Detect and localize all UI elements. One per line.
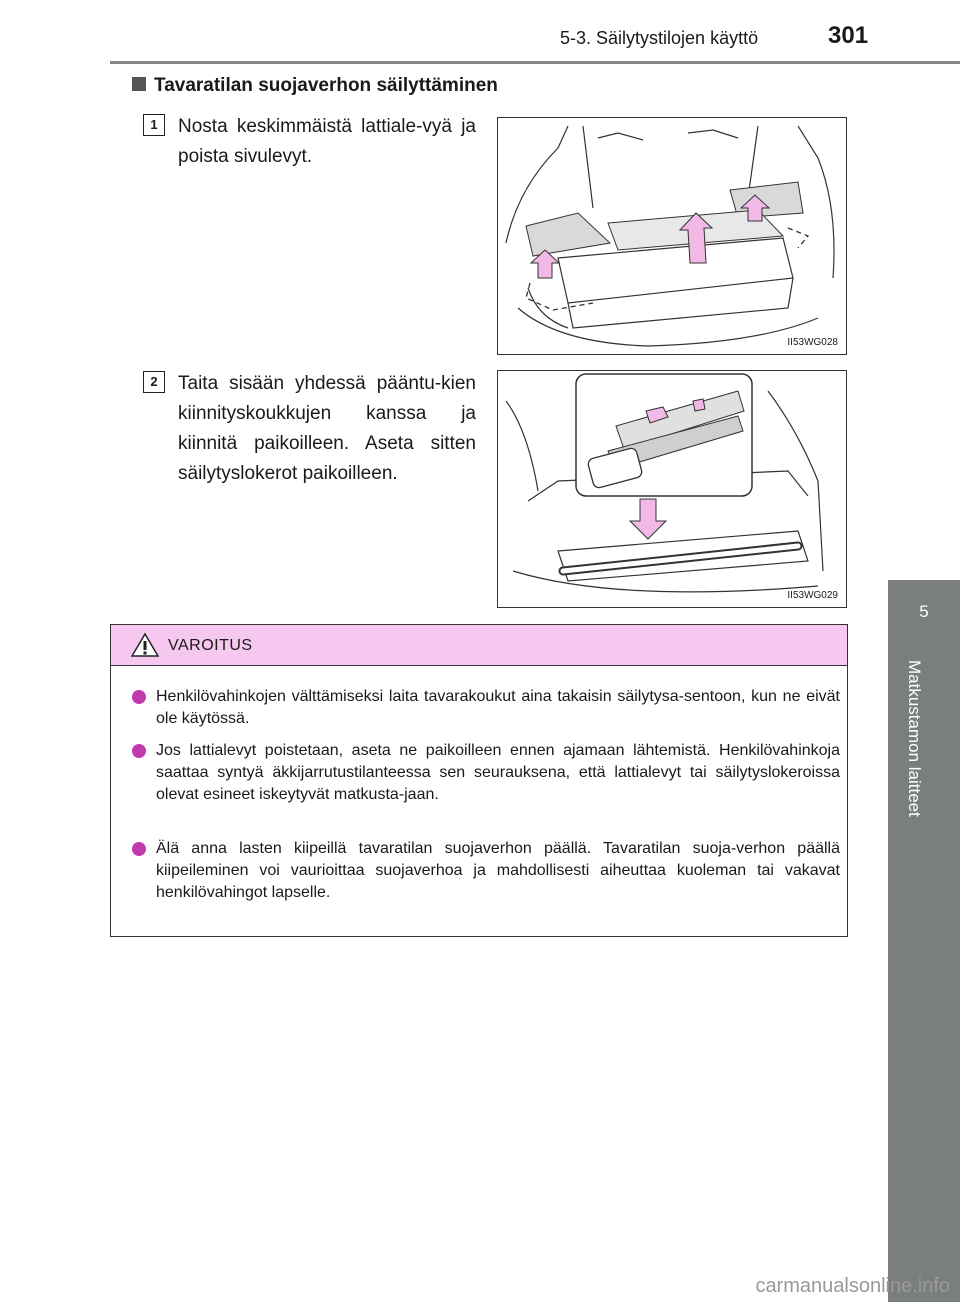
- chapter-side-tab: [888, 580, 960, 1302]
- tonneau-cover-illustration: [498, 371, 846, 607]
- step-2-illustration: [497, 370, 847, 608]
- warning-item-text: Jos lattialevyt poistetaan, aseta ne paikoilleen ennen ajamaan lähtemistä. Henkilövahinkoja saattaa syntyä äkkijarrutustilanteessa sen seurauksena, että lattialevyt tai säilytyslokeroissa olevat esineet iskeytyvät matkusta-jaan.: [156, 742, 840, 803]
- chapter-number: 5: [919, 602, 929, 621]
- step-1-number: 1: [143, 114, 165, 136]
- header-section-title: 5-3. Säilytystilojen käyttö: [560, 28, 759, 48]
- bullet-icon: [132, 744, 146, 758]
- section-title: Tavaratilan suojaverhon säilyttäminen: [154, 75, 498, 96]
- page-number: 301: [828, 22, 869, 49]
- warning-header: [111, 625, 847, 666]
- section-heading: [132, 75, 498, 97]
- step-2-figure-code: II53WG029: [787, 590, 838, 601]
- step-1-figure-code: II53WG028: [787, 337, 838, 348]
- cargo-floor-illustration: [498, 118, 846, 354]
- step-2-number: 2: [143, 371, 165, 393]
- warning-triangle-icon: [131, 632, 159, 658]
- warning-item-text: Älä anna lasten kiipeillä tavaratilan suojaverhon päällä. Tavaratilan suoja-verhon päällä kiipeileminen voi vaurioittaa suojaverhoa ja mahdollisesti aiheuttaa kuoleman tai vakavat henkilövahingot lapselle.: [156, 840, 840, 901]
- watermark: carmanualsonline.info: [755, 1275, 950, 1297]
- header-rule: [110, 61, 960, 64]
- warning-item-text: Henkilövahinkojen välttämiseksi laita tavarakoukut aina takaisin säilytysa-sentoon, kun ne eivät ole käytössä.: [156, 688, 840, 727]
- step-2-text: Taita sisään yhdessä pääntu-kien kiinnityskoukkujen kanssa ja kiinnitä paikoilleen. Aseta sitten säilytyslokerot paikoilleen.: [178, 373, 476, 484]
- warning-item: [156, 740, 840, 806]
- bullet-icon: [132, 690, 146, 704]
- chapter-title: Matkustamon laitteet: [905, 660, 924, 817]
- bullet-icon: [132, 842, 146, 856]
- step-1-text: Nosta keskimmäistä lattiale-vyä ja poista sivulevyt.: [178, 116, 476, 167]
- step-1-illustration: [497, 117, 847, 355]
- warning-item: [156, 838, 840, 904]
- warning-title: VAROITUS: [168, 637, 253, 654]
- warning-box: [110, 624, 848, 937]
- section-square-icon: [132, 77, 146, 91]
- warning-item: [156, 686, 840, 730]
